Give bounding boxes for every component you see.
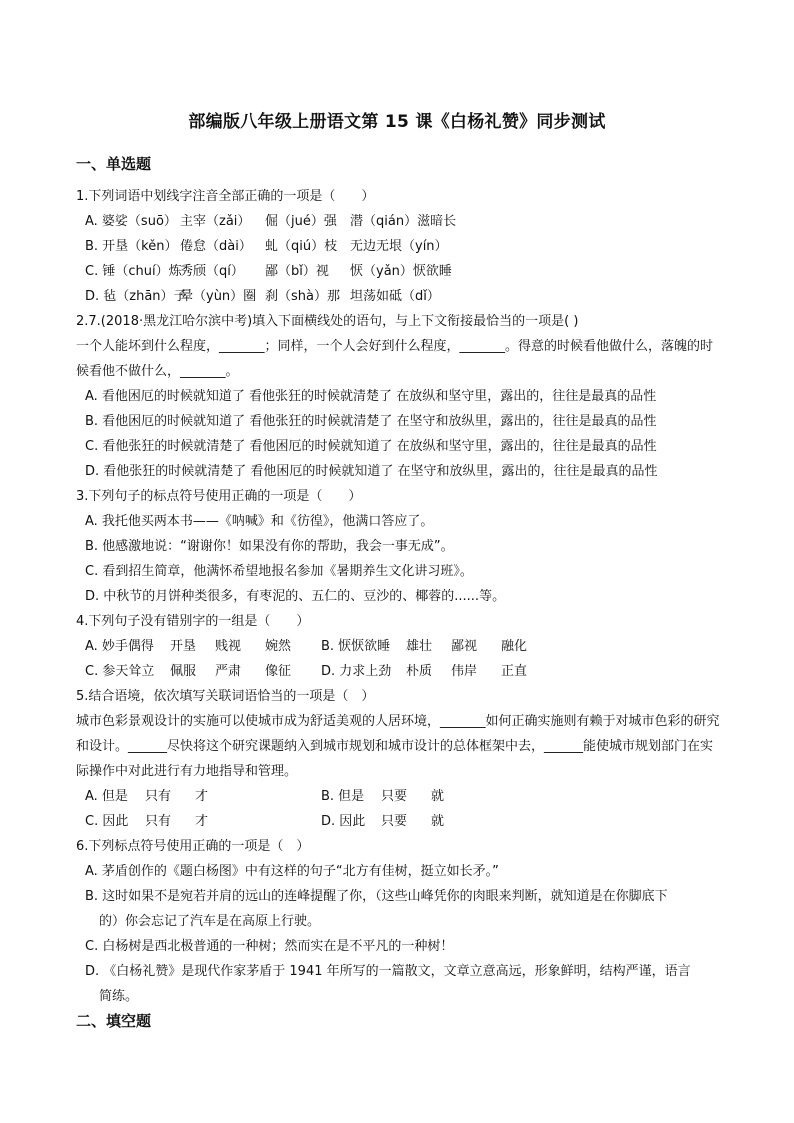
option-term: 只有 [145, 789, 172, 804]
question-5-options-row-2 [76, 809, 722, 834]
question-2-option-a[interactable]: A. 看他困厄的时候就知道了 看他张狂的时候就清楚了 在放纵和坚守里，露出的，往往是最真的品性 [85, 389, 657, 404]
option-term: 主宰（zǎi） [180, 214, 251, 229]
option-term: 恹（yǎn）恹欲睡 [350, 264, 452, 279]
question-2-option-b[interactable]: B. 看他困厄的时候就知道了 看他张狂的时候就清楚了 在坚守和放纵里，露出的，往往是最真的品性 [85, 414, 657, 429]
question-5-option-c[interactable] [85, 809, 321, 834]
question-4-options-row-1 [76, 634, 722, 659]
option-term: 虬（qiú）枝 [265, 239, 338, 254]
option-term: 倦怠（dài） [180, 239, 252, 254]
option-term: 雄壮 [406, 639, 433, 654]
question-3-stem: 3.下列句子的标点符号使用正确的一项是（ ） [76, 489, 362, 504]
option-term: D. 力求上劲 [321, 664, 392, 679]
question-1-option-a[interactable] [76, 209, 722, 234]
option-term: 融化 [501, 639, 528, 654]
question-5-option-a[interactable] [85, 784, 321, 809]
option-term: 开垦 [170, 639, 197, 654]
question-4-option-a[interactable] [85, 634, 321, 659]
question-6-option-c[interactable]: C. 白杨树是西北极普通的一种树；然而实在是不平凡的一种树！ [85, 939, 454, 954]
question-3-option-b[interactable]: B. 他感激地说：“谢谢你！如果没有你的帮助，我会一事无成”。 [85, 539, 454, 554]
question-5-options-row-1 [76, 784, 722, 809]
option-term: 严肃 [215, 664, 242, 679]
question-4-option-b[interactable] [321, 634, 527, 659]
option-term: A. 婆娑（suō） [85, 214, 177, 229]
question-2-option-d[interactable]: D. 看他张狂的时候就清楚了 看他困厄的时候就知道了 在坚守和放纵里，露出的，往往是最真的品性 [85, 464, 658, 479]
option-term: 就 [431, 789, 445, 804]
option-term: D. 因此 [321, 814, 366, 829]
option-term: 无边无垠（yín） [350, 239, 448, 254]
option-term: 秀颀（qí） [180, 264, 244, 279]
option-term: C. 锤（chuí）炼 [85, 264, 182, 279]
option-term: 像征 [265, 664, 292, 679]
option-term: 只要 [381, 814, 408, 829]
question-3-option-c[interactable]: C. 看到招生简章，他满怀希望地报名参加《暑期养生文化讲习班》。 [85, 564, 473, 579]
question-1-stem: 1.下列词语中划线字注音全部正确的一项是（ ） [76, 189, 375, 204]
option-term: C. 因此 [85, 814, 129, 829]
option-term: 婉然 [265, 639, 292, 654]
option-term: 只要 [381, 789, 408, 804]
question-1-option-b[interactable] [76, 234, 722, 259]
option-term: 正直 [501, 664, 528, 679]
option-line: D. 《白杨礼赞》是现代作家茅盾于 1941 年所写的一篇散文，文章立意高远，形象鲜明，结构严谨，语言 [85, 964, 691, 979]
option-term: B. 但是 [321, 789, 365, 804]
option-term: 伟岸 [451, 664, 478, 679]
option-term: 刹（shà）那 [265, 289, 340, 304]
option-term: C. 参天耸立 [85, 664, 155, 679]
option-term: 贱视 [215, 639, 242, 654]
option-term: B. 开垦（kěn） [85, 239, 178, 254]
question-1-option-d[interactable] [76, 284, 722, 309]
question-1-option-c[interactable] [76, 259, 722, 284]
page-title: 部编版八年级上册语文第 15 课《白杨礼赞》同步测试 [188, 112, 606, 132]
questions-area [76, 184, 722, 1009]
question-5-option-d[interactable] [321, 809, 444, 834]
section-heading-single-choice: 一、单选题 [76, 155, 152, 173]
section-heading-fill-in: 二、填空题 [76, 1012, 152, 1030]
question-5-stem: 5.结合语境，依次填写关联词语恰当的一项是（ ） [76, 689, 375, 704]
option-term: 朴质 [406, 664, 433, 679]
question-4-options-row-2 [76, 659, 722, 684]
question-3-option-d[interactable]: D. 中秋节的月饼种类很多，有枣泥的、五仁的、豆沙的、椰蓉的......等。 [85, 589, 506, 604]
question-5-passage: 城市色彩景观设计的实施可以使城市成为舒适美观的人居环境，_______如何正确实施则有赖于对城市色彩的研究和设计。______尽快将这个研究课题纳入到城市规划和城市设计的总体框架中去，______能使城市规划部门在实际操作中对此进行有力地指导和管理。 [76, 714, 720, 779]
option-term: 晕（yùn）圈 [180, 289, 257, 304]
option-term: D. 毡（zhān）子 [85, 289, 187, 304]
option-term: B. 恹恹欲睡 [321, 639, 391, 654]
question-6-option-a[interactable]: A. 茅盾创作的《题白杨图》中有这样的句子“北方有佳树，挺立如长矛。” [85, 864, 499, 879]
option-term: 鄙视 [451, 639, 478, 654]
question-4-stem: 4.下列句子没有错别字的一组是（ ） [76, 614, 310, 629]
question-2-option-c[interactable]: C. 看他张狂的时候就清楚了 看他困厄的时候就知道了 在放纵和坚守里，露出的，往往是最真的品性 [85, 439, 657, 454]
option-term: 潜（qián）滋暗长 [350, 214, 457, 229]
question-3-option-a[interactable]: A. 我托他买两本书——《呐喊》和《彷徨》，他满口答应了。 [85, 514, 434, 529]
option-term: A. 妙手偶得 [85, 639, 154, 654]
question-4-option-c[interactable] [85, 659, 321, 684]
option-term: 就 [431, 814, 445, 829]
option-term: 只有 [145, 814, 172, 829]
question-2-stem: 2.7.(2018·黑龙江哈尔滨中考)填入下面横线处的语句，与上下文衔接最恰当的一项是( ) [76, 314, 579, 329]
option-term: 坦荡如砥（dǐ） [350, 289, 440, 304]
option-term: 佩服 [170, 664, 197, 679]
question-6-option-b[interactable] [76, 884, 722, 934]
option-term: 才 [195, 789, 209, 804]
question-5-option-b[interactable] [321, 784, 444, 809]
option-term: 鄙（bǐ）视 [265, 264, 329, 279]
option-line: 简练。 [99, 989, 139, 1004]
question-6-option-d[interactable] [76, 959, 722, 1009]
option-line: B. 这时如果不是宛若并肩的远山的连峰提醒了你，（这些山峰凭你的肉眼来判断，就知道是在你脚底下 [85, 889, 668, 904]
option-term: A. 但是 [85, 789, 128, 804]
question-6-stem: 6.下列标点符号使用正确的一项是（ ） [76, 839, 310, 854]
option-term: 倔（jué）强 [265, 214, 337, 229]
question-2-passage: 一个人能坏到什么程度，_______；同样，一个人会好到什么程度，_______。得意的时候看他做什么，落魄的时候看他不做什么，_______。 [76, 339, 714, 379]
option-line: 的）你会忘记了汽车是在高原上行驶。 [99, 914, 321, 929]
option-term: 才 [195, 814, 209, 829]
question-4-option-d[interactable] [321, 659, 527, 684]
